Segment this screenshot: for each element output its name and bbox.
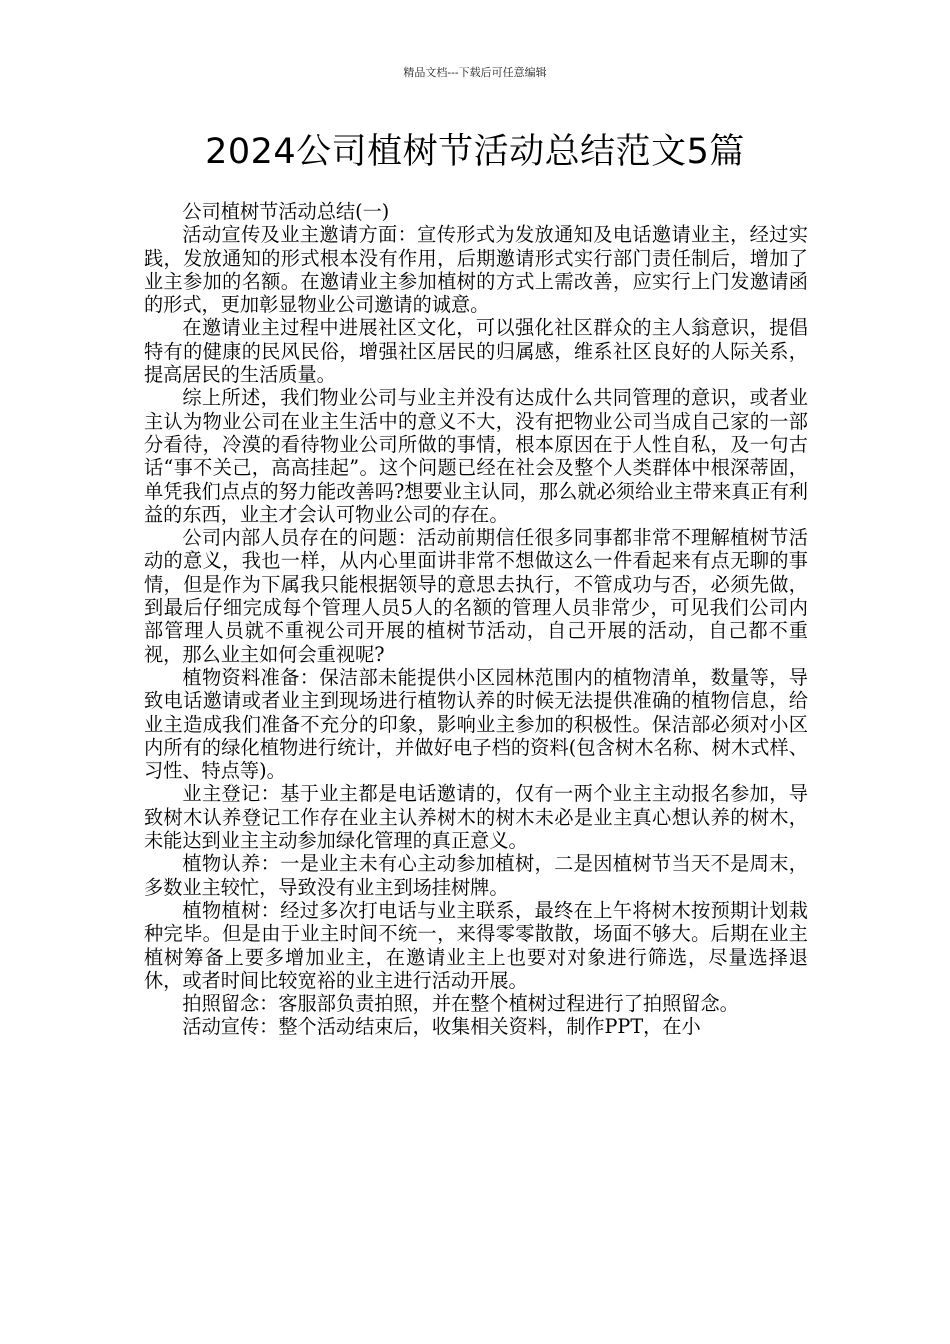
body-paragraph: 业主登记：基于业主都是电话邀请的，仅有一两个业主主动报名参加，导致树木认养登记工作存在业主认养树木的树木未必是业主真心想认养的树木，未能达到业主主动参加绿化管理的真正意义。 [144,782,808,853]
header-note: 精品文档---下载后可任意编辑 [403,66,547,79]
body-paragraph: 活动宣传：整个活动结束后，收集相关资料，制作PPT，在小 [182,1015,701,1039]
body-paragraph: 活动宣传及业主邀请方面：宣传形式为发放通知及电话邀请业主，经过实践，发放通知的形式根本没有作用，后期邀请形式实行部门责任制后，增加了业主参加的名额。在邀请业主参加植树的方式上需改善，应实行上门发邀请函的形式，更加彰显物业公司邀请的诚意。 [144,223,808,317]
body-paragraph: 植物植树：经过多次打电话与业主联系，最终在上午将树木按预期计划栽种完毕。但是由于业主时间不统一，来得零零散散，场面不够大。后期在业主植树筹备上要多增加业主，在邀请业主上也要对对象进行筛选，尽量选择退休，或者时间比较宽裕的业主进行活动开展。 [144,898,808,992]
body-paragraph: 综上所述，我们物业公司与业主并没有达成什么共同管理的意识，或者业主认为物业公司在业主生活中的意义不大，没有把物业公司当成自己家的一部分看待，冷漠的看待物业公司所做的事情，根本原因在于人性自私，及一句古话“事不关己，高高挂起”。这个问题已经在社会及整个人类群体中根深蒂固，单凭我们点点的努力能改善吗?想要业主认同，那么就必须给业主带来真正有利益的东西，业主才会认可物业公司的存在。 [144,386,808,526]
section-heading: 公司植树节活动总结(一) [182,200,390,223]
body-paragraph: 植物认养：一是业主未有心主动参加植树，二是因植树节当天不是周末，多数业主较忙，导致没有业主到场挂树牌。 [144,852,808,899]
body-paragraph: 植物资料准备：保洁部未能提供小区园林范围内的植物清单，数量等，导致电话邀请或者业主到现场进行植物认养的时候无法提供准确的植物信息，给业主造成我们准备不充分的印象，影响业主参加的积极性。保洁部必须对小区内所有的绿化植物进行统计，并做好电子档的资料(包含树木名称、树木式样、习性、特点等)。 [144,665,808,783]
document-body [144,200,808,1039]
document-title: 2024公司植树节活动总结范文5篇 [205,132,745,172]
body-paragraph: 拍照留念：客服部负责拍照，并在整个植树过程进行了拍照留念。 [182,992,739,1016]
body-paragraph: 在邀请业主过程中进展社区文化，可以强化社区群众的主人翁意识，提倡特有的健康的民风民俗，增强社区居民的归属感，维系社区良好的人际关系，提高居民的生活质量。 [144,316,808,387]
body-paragraph: 公司内部人员存在的问题：活动前期信任很多同事都非常不理解植树节活动的意义，我也一样，从内心里面讲非常不想做这么一件看起来有点无聊的事情，但是作为下属我只能根据领导的意思去执行，不管成功与否，必须先做，到最后仔细完成每个管理人员5人的名额的管理人员非常少，可见我们公司内部管理人员就不重视公司开展的植树节活动，自己开展的活动，自己都不重视，那么业主如何会重视呢? [144,526,808,666]
